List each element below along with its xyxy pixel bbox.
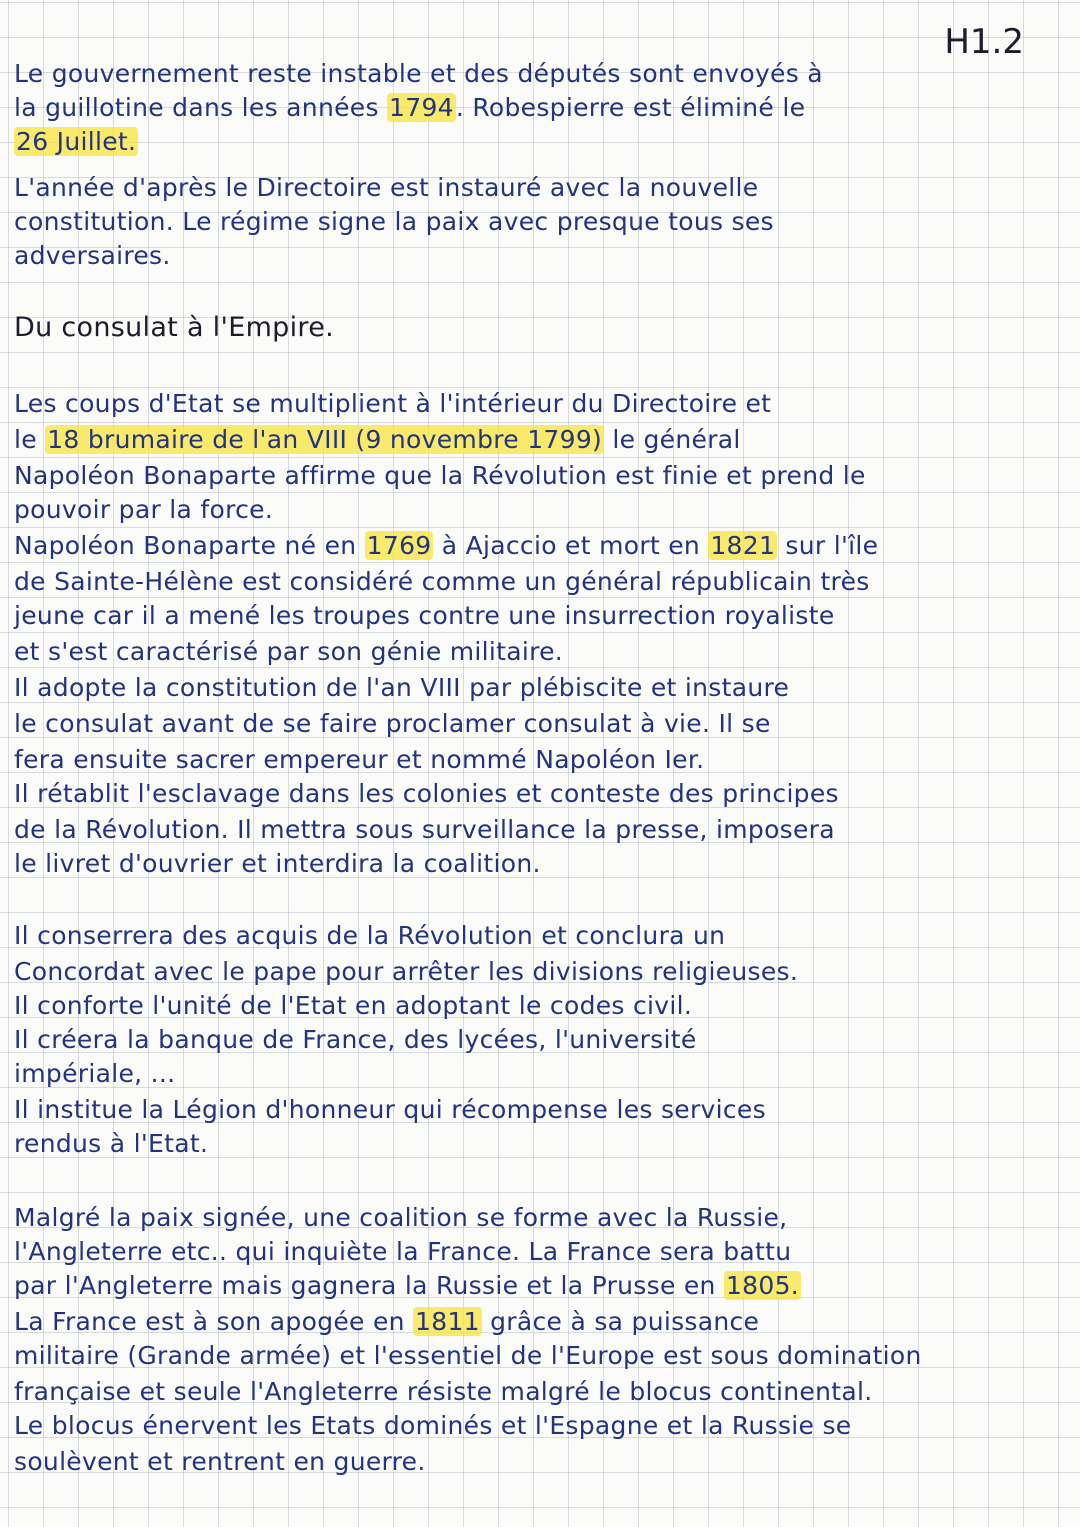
text-line	[14, 424, 741, 456]
text-segment: constitution. Le régime signe la paix avec presque tous ses	[14, 207, 774, 236]
text-segment: pouvoir par la force.	[14, 495, 274, 524]
text-segment: Le gouvernement reste instable et des députés sont envoyés à	[14, 59, 823, 88]
text-line	[14, 1024, 697, 1056]
text-segment: Le blocus énervent les Etats dominés et l'Espagne et la Russie se	[14, 1411, 852, 1440]
text-segment: militaire (Grande armée) et l'essentiel de l'Europe est sous domination	[14, 1341, 922, 1370]
text-line	[14, 744, 704, 776]
text-segment: fera ensuite sacrer empereur et nommé Napoléon Ier.	[14, 745, 705, 774]
text-segment: Il rétablit l'esclavage dans les colonies et conteste des principes	[14, 779, 839, 808]
text-segment: Il conserrera des acquis de la Révolution et conclura un	[14, 921, 726, 950]
text-line	[14, 1094, 766, 1126]
text-segment: sur l'île	[777, 531, 879, 560]
text-line	[14, 92, 805, 124]
text-line	[14, 600, 835, 632]
text-segment: à Ajaccio et mort en	[433, 531, 709, 560]
highlighted-text: 26 Juillet.	[16, 127, 137, 156]
text-segment: la guillotine dans les années	[14, 93, 388, 122]
text-line	[14, 566, 870, 598]
text-segment: impériale, ...	[14, 1059, 176, 1088]
text-line	[14, 460, 866, 492]
text-segment: L'année d'après le Directoire est instauré avec la nouvelle	[14, 173, 759, 202]
text-segment: de la Révolution. Il mettra sous surveillance la presse, imposera	[14, 815, 835, 844]
text-segment: adversaires.	[14, 241, 171, 270]
text-line	[14, 636, 563, 668]
text-segment: Napoléon Bonaparte né en	[14, 531, 365, 560]
text-line	[14, 920, 725, 952]
highlighted-text: 1821	[710, 531, 776, 560]
section-heading: Du consulat à l'Empire.	[14, 312, 335, 343]
text-segment: le	[14, 425, 46, 454]
text-line	[14, 1058, 175, 1090]
text-segment: le général	[604, 425, 741, 454]
highlighted-text: 1805.	[725, 1271, 800, 1300]
text-line	[14, 240, 171, 272]
text-line	[14, 530, 878, 562]
text-line	[14, 1306, 759, 1338]
text-line	[14, 1270, 801, 1302]
text-line	[14, 494, 273, 526]
text-segment: Les coups d'Etat se multiplient à l'intérieur du Directoire et	[14, 389, 772, 418]
text-segment: Napoléon Bonaparte affirme que la Révolution est finie et prend le	[14, 461, 866, 490]
text-segment: l'Angleterre etc.. qui inquiète la France. La France sera battu	[14, 1237, 792, 1266]
text-segment: rendus à l'Etat.	[14, 1129, 209, 1158]
text-line	[14, 990, 692, 1022]
highlighted-text: 18 brumaire de l'an VIII (9 novembre 1799)	[47, 425, 603, 454]
text-segment: le livret d'ouvrier et interdira la coalition.	[14, 849, 541, 878]
text-segment: Il conforte l'unité de l'Etat en adoptant le codes civil.	[14, 991, 693, 1020]
text-line	[14, 1446, 426, 1478]
text-line	[14, 1410, 851, 1442]
text-line	[14, 956, 798, 988]
text-line	[14, 1202, 787, 1234]
text-segment: le consulat avant de se faire proclamer consulat à vie. Il se	[14, 709, 771, 738]
page-label: H1.2	[944, 22, 1024, 62]
text-segment: grâce à sa puissance	[481, 1307, 760, 1336]
highlighted-text: 1811	[415, 1307, 480, 1336]
text-line	[14, 206, 774, 238]
text-line	[14, 1236, 791, 1268]
text-line	[14, 1128, 208, 1160]
text-line	[14, 126, 138, 158]
text-segment: . Robespierre est éliminé le	[455, 93, 806, 122]
text-segment: de Sainte-Hélène est considéré comme un général républicain très	[14, 567, 870, 596]
text-segment: par l'Angleterre mais gagnera la Russie et la Prusse en	[14, 1271, 724, 1300]
text-segment: Il créera la banque de France, des lycées, l'université	[14, 1025, 697, 1054]
text-segment: soulèvent et rentrent en guerre.	[14, 1447, 426, 1476]
text-line	[14, 1376, 872, 1408]
text-line	[14, 672, 789, 704]
text-segment: Il adopte la constitution de l'an VIII par plébiscite et instaure	[14, 673, 790, 702]
text-segment: jeune car il a mené les troupes contre une insurrection royaliste	[14, 601, 835, 630]
text-segment: française et seule l'Angleterre résiste malgré le blocus continental.	[14, 1377, 873, 1406]
text-line	[14, 848, 541, 880]
highlighted-text: 1794	[389, 93, 454, 122]
text-line	[14, 708, 771, 740]
text-line	[14, 814, 835, 846]
text-line	[14, 388, 771, 420]
text-segment: La France est à son apogée en	[14, 1307, 414, 1336]
text-line	[14, 1340, 922, 1372]
text-segment: Malgré la paix signée, une coalition se forme avec la Russie,	[14, 1203, 788, 1232]
text-segment: Il institue la Légion d'honneur qui récompense les services	[14, 1095, 766, 1124]
text-line	[14, 778, 839, 810]
text-line	[14, 58, 823, 90]
text-segment: et s'est caractérisé par son génie militaire.	[14, 637, 564, 666]
highlighted-text: 1769	[366, 531, 432, 560]
text-line	[14, 172, 758, 204]
text-segment: Concordat avec le pape pour arrêter les divisions religieuses.	[14, 957, 799, 986]
